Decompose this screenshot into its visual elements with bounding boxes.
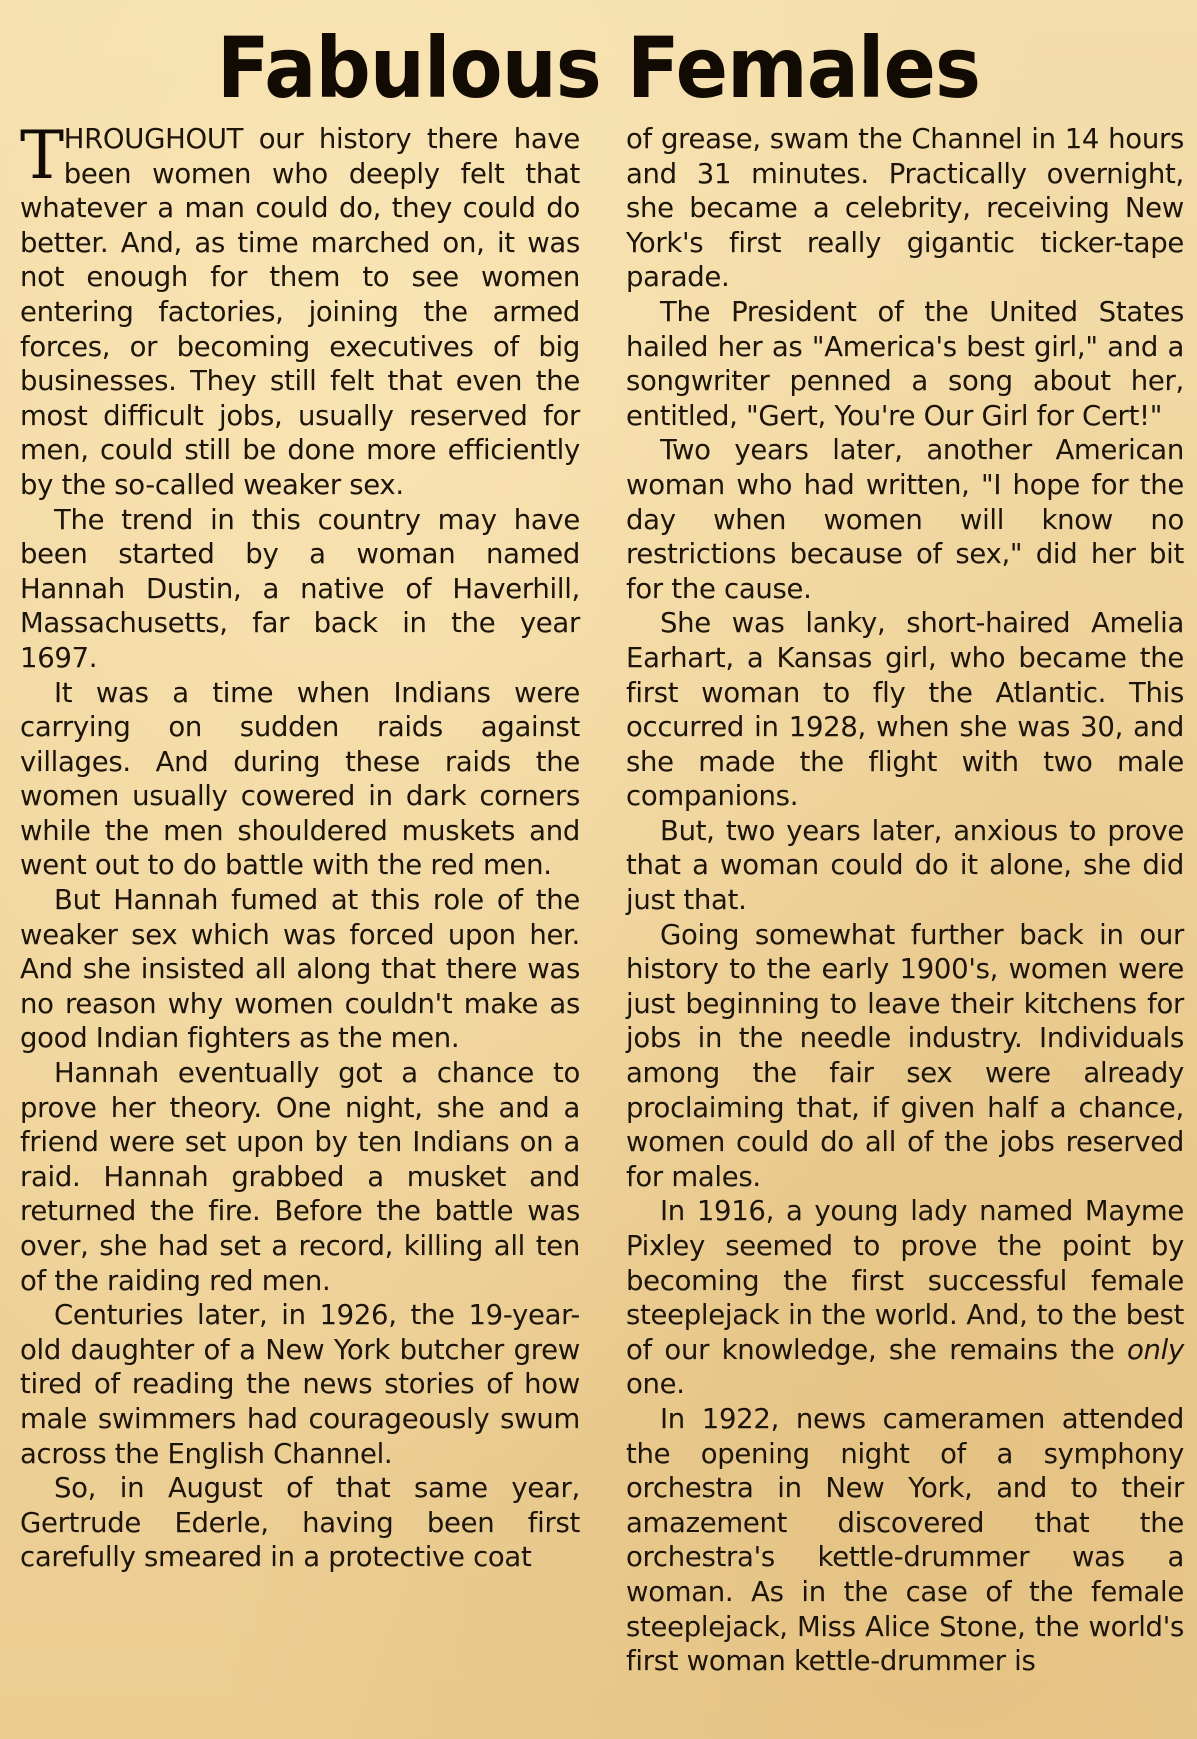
paragraph-12: But, two years later, anxious to prove that a woman could do it alone, she did just that. [626,814,1184,917]
paragraph-1 [20,117,580,503]
paragraph-15: In 1922, news cameramen attended the opening night of a symphony orchestra in New York, and to their amazement discovered that the orchestra's kettle-drummer was a woman. As in the case of the female steeplejack, Miss Alice Stone, the world's first woman kettle-drummer is [626,1402,1184,1678]
paragraph-3: It was a time when Indians were carrying on sudden raids against villages. And during these raids the women usually cowered in dark corners while the men shouldered muskets and went out to do battle with the red men. [20,676,580,882]
paragraph-14-text-b: one. [626,1368,685,1401]
paragraph-6: Centuries later, in 1926, the 19-year-old daughter of a New York butcher grew tired of reading the news stories of how male swimmers had courageously swum across the English Channel. [20,1299,580,1470]
paragraph-10: Two years later, another American woman who had written, "I hope for the day when women will know no restrictions because of sex," did her bit for the cause. [626,434,1184,605]
paragraph-5: Hannah eventually got a chance to prove her theory. One night, she and a friend were set upon by ten Indians on a raid. Hannah grabbed a musket and returned the fire. Before the battle was over, she had set a record, killing all ten of the raiding red men. [20,1057,580,1297]
right-column [626,122,1184,1679]
paragraph-2: The trend in this country may have been started by a woman named Hannah Dustin, a native of Haverhill, Massachusetts, far back in the year 1697. [20,503,580,674]
paragraph-9: The President of the United States hailed her as "America's best girl," and a songwriter penned a song about her, entitled, "Gert, You're Our Girl for Cert!" [626,295,1184,432]
paragraph-13: Going somewhat further back in our history to the early 1900's, women were just beginning to leave their kitchens for jobs in the needle industry. Individuals among the fair sex were already proclaiming that, if given half a chance, women could do all of the jobs reserved for males. [626,918,1184,1193]
emphasis-only: only [1127,1333,1184,1366]
left-column [20,117,580,1575]
paragraph-11: She was lanky, short-haired Amelia Earhart, a Kansas girl, who became the first woman to fly the Atlantic. This occurred in 1928, when she was 30, and she made the flight with two male companions. [626,607,1184,813]
paragraph-14-text-a: In 1916, a young lady named Mayme Pixley seemed to prove the point by becoming the first successful female steeplejack in the world. And, to the best of our knowledge, she remains the [626,1195,1184,1366]
paragraph-1-text: HROUGHOUT our history there have been women who deeply felt that whatever a man could do, they could do better. And, as time marched on, it was not enough for them to see women entering factories, joining the armed forces, or becoming executives of big businesses. They still felt that even the most difficult jobs, usually reserved for men, could still be done more efficiently by the so-called weaker sex. [20,123,580,501]
paragraph-14 [626,1194,1184,1402]
paragraph-8: of grease, swam the Channel in 14 hours and 31 minutes. Practically overnight, she became a celebrity, receiving New York's first really gigantic ticker-tape parade. [626,123,1184,294]
article-title: Fabulous Females [216,19,981,117]
drop-cap: T [20,117,64,194]
paragraph-4: But Hannah fumed at this role of the weaker sex which was forced upon her. And she insisted all along that there was no reason why women couldn't make as good Indian fighters as the men. [20,884,580,1055]
paragraph-7: So, in August of that same year, Gertrude Ederle, having been first carefully smeared in a protective coat [20,1472,580,1574]
